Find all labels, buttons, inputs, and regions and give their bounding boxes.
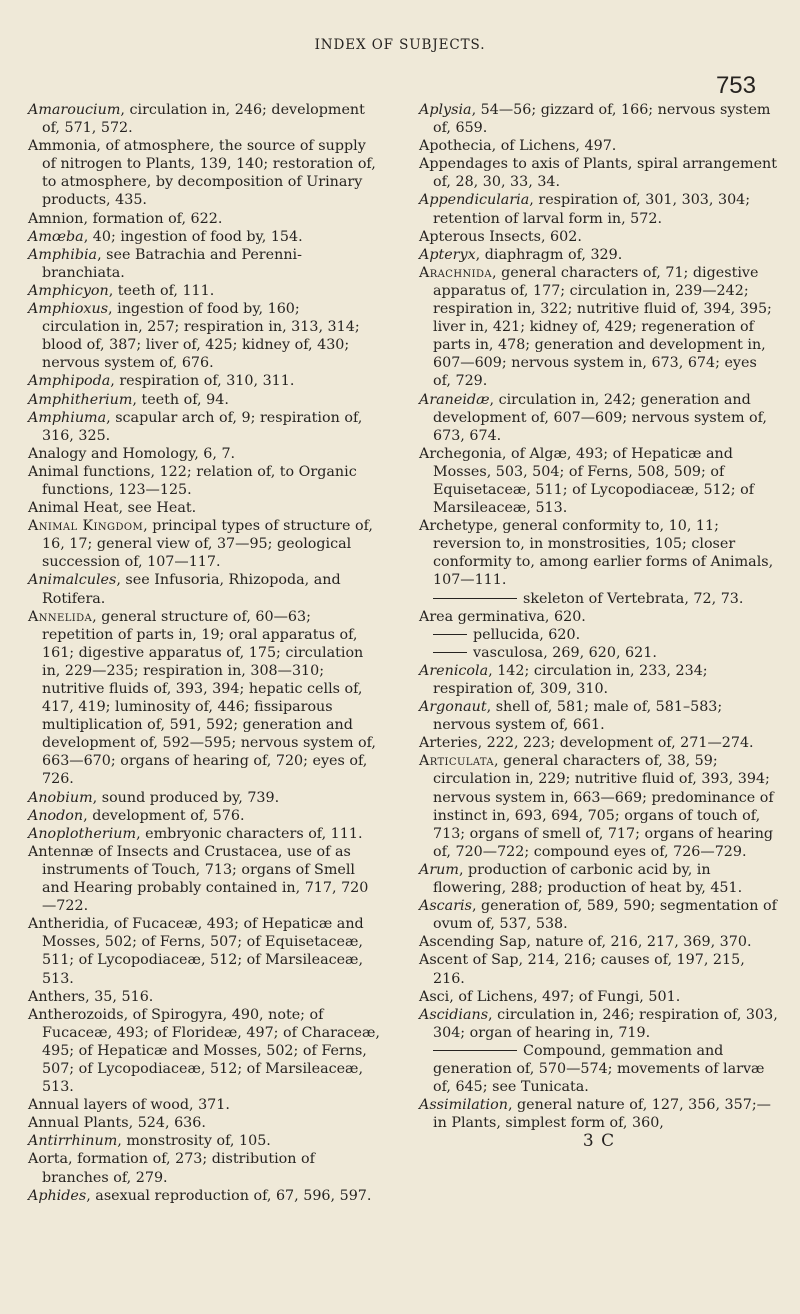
index-term: Aorta (28, 1151, 69, 1168)
index-term: Ascidians (419, 1006, 489, 1023)
index-term: Animalcules (28, 572, 117, 589)
index-term: Ascending Sap (419, 934, 527, 951)
index-term: Amphibia (28, 246, 98, 263)
index-references: of wood, 371. (127, 1097, 230, 1114)
index-entry (28, 1132, 380, 1150)
index-references: vasculosa, 269, 620, 621. (473, 644, 657, 661)
index-references: , ingestion of food by, 160; circulation in, 257; respiration in, 313, 314; blood of, 387; liver of, 425; kidney of, 430; nervous system of, 676. (42, 301, 360, 372)
index-entry (28, 1114, 380, 1132)
index-references: pellucida, 620. (473, 626, 581, 643)
running-header: INDEX OF SUBJECTS. (314, 37, 486, 53)
index-term: Amphitherium (28, 391, 133, 408)
index-term: Apteryx (419, 246, 476, 263)
index-entry (419, 644, 779, 662)
index-entry (28, 608, 380, 789)
index-entry (419, 1006, 779, 1042)
index-entry (28, 445, 380, 463)
index-entry (419, 264, 779, 391)
index-references: , nature of, 216, 217, 369, 370. (526, 934, 752, 951)
index-references: , 620. (544, 608, 586, 625)
index-term: Aphides (28, 1187, 87, 1204)
index-references: , production of carbonic acid by, in flowering, 288; production of heat by, 451. (433, 861, 743, 897)
index-references: , see Batrachia and Perenni-branchiata. (42, 246, 302, 281)
index-term: Amphioxus (28, 301, 109, 318)
index-entry (28, 789, 380, 807)
index-term: Arenicola (419, 662, 489, 679)
index-term: Appendicularia (419, 192, 530, 209)
index-entry (419, 191, 779, 227)
index-term: Animal Heat (28, 500, 119, 517)
index-term: Archetype (419, 518, 494, 535)
index-term: Antirrhinum (28, 1133, 118, 1150)
index-entry (419, 698, 779, 734)
index-references: , general characters of, 71; digestive apparatus of, 177; circulation in, 239—242; respiration in, 322; nutritive fluid of, 394, 395; liver in, 421; kidney of, 429; regeneration of parts in, 478; generation and development in, 607—609; nervous system in, 673, 674; eyes of, 729. (433, 264, 772, 390)
index-entry (28, 101, 380, 137)
index-entry (28, 825, 380, 843)
index-entry (28, 391, 380, 409)
index-references: , generation of, 589, 590; segmentation of ovum of, 537, 538. (433, 898, 777, 933)
index-references: , embryonic characters of, 111. (136, 825, 363, 842)
index-term: Arum (419, 861, 459, 878)
index-entry (28, 1096, 380, 1114)
index-term: Assimilation (419, 1097, 508, 1114)
index-term: Amphipoda (28, 373, 111, 390)
index-references: , 214, 216; causes of, 197, 215, 216. (433, 952, 745, 987)
index-references: , formation of, 273; distribution of branches of, 279. (42, 1151, 315, 1186)
index-references: , 6, 7. (194, 445, 236, 462)
index-references: , circulation in, 242; generation and development of, 607—609; nervous system of, 673, 674. (433, 391, 767, 444)
index-references: , teeth of, 111. (108, 282, 215, 299)
index-references: , scapular arch of, 9; respiration of, 316, 325. (42, 409, 363, 444)
index-entry (419, 391, 779, 445)
index-term: Arteries (419, 735, 478, 752)
index-references: , see Infusoria, Rhizopoda, and Rotifera. (42, 572, 341, 607)
index-term: Archegonia (419, 445, 502, 462)
index-references: , asexual reproduction of, 67, 596, 597. (86, 1187, 372, 1204)
index-references: , general nature of, 127, 356, 357;—in Plants, simplest form of, 360, (433, 1097, 771, 1132)
index-entry (28, 1150, 380, 1186)
index-entry (419, 734, 779, 752)
index-term: Apterous Insects (419, 228, 541, 245)
index-references: , of Spirogyra, 490, note; of Fucaceæ, 493; of Florideæ, 497; of Characeæ, 495; of Hepaticæ and Mosses, 502; of Ferns, 507; of Lycopodiaceæ, 512; of Marsileaceæ, 513. (42, 1006, 380, 1096)
index-references: , sound produced by, 739. (92, 789, 280, 806)
ditto-dash (433, 598, 517, 599)
index-term: Animal Kingdom (28, 518, 144, 535)
index-entry (28, 843, 380, 915)
index-references: , teeth of, 94. (132, 391, 229, 408)
index-entry (419, 445, 779, 517)
index-term: Amœba (28, 228, 84, 245)
index-entry (419, 933, 779, 951)
index-entry (28, 499, 380, 517)
page-number: 753 (715, 72, 756, 99)
index-entry (28, 463, 380, 499)
index-references: , 35, 516. (85, 988, 154, 1005)
index-entry (28, 137, 380, 209)
index-entry (419, 228, 779, 246)
ditto-dash (433, 1050, 517, 1051)
index-term: Anthers (28, 988, 86, 1005)
index-term: Annual Plants (28, 1115, 129, 1132)
index-references: Compound, gemmation and generation of, 570—574; movements of larvæ of, 645; see Tunicata. (433, 1042, 765, 1096)
index-entry (28, 228, 380, 246)
index-term: Araneidæ (419, 391, 490, 408)
index-term: Analogy and Homology (28, 445, 195, 462)
index-term: Ascent of Sap (419, 952, 519, 969)
index-references: , development of, 576. (83, 807, 245, 824)
index-term: Antherozoids (28, 1006, 124, 1023)
index-entry (419, 246, 779, 264)
index-term: Asci (419, 988, 450, 1005)
ditto-dash (433, 634, 467, 635)
index-entry (419, 861, 779, 897)
index-references: , shell of, 581; male of, 581–583; nervous system of, 661. (433, 699, 723, 734)
index-references: , formation of, 622. (83, 210, 223, 227)
index-entry (419, 1042, 779, 1096)
index-references: , general conformity to, 10, 11; reversion to, in monstrosities, 105; closer conformity to, among earlier forms of Animals, 107—111. (433, 518, 774, 589)
index-entry (419, 752, 779, 861)
index-term: Argonaut (419, 699, 487, 716)
index-references: , circulation in, 246; development of, 571, 572. (42, 102, 365, 137)
index-entry (28, 246, 380, 282)
index-references: , of Fucaceæ, 493; of Hepaticæ and Mosses, 502; of Ferns, 507; of Equisetaceæ, 511; of Lycopodiaceæ, 512; of Marsileaceæ, 513. (42, 916, 364, 987)
index-term: Amaroucium (28, 102, 121, 118)
index-entry (28, 1187, 380, 1205)
index-entry (28, 915, 380, 987)
index-references: , of Lichens, 497; of Fungi, 501. (449, 988, 681, 1005)
index-entry (419, 517, 779, 589)
index-references: , monstrosity of, 105. (117, 1133, 271, 1150)
index-entry (419, 608, 779, 626)
index-term: Antheridia (28, 916, 105, 933)
index-references: , of Lichens, 497. (491, 138, 617, 155)
index-references: , 122; relation of, to Organic functions, 123—125. (42, 463, 357, 498)
index-term: Amnion (28, 210, 84, 227)
index-term: Apothecia (419, 138, 492, 155)
index-term: Annual layers (28, 1097, 128, 1114)
index-references: , 54—56; gizzard of, 166; nervous system of, 659. (433, 102, 771, 137)
index-entry (419, 626, 779, 644)
index-term: Antennæ (28, 843, 94, 860)
index-term: Arachnida (419, 264, 492, 281)
index-term: Anodon (28, 807, 84, 824)
index-entry (28, 807, 380, 825)
index-entry (419, 951, 779, 987)
index-term: Appendages (419, 156, 508, 173)
ditto-dash (433, 652, 467, 653)
index-term: Aplysia (419, 102, 472, 118)
index-entry (28, 517, 380, 571)
index-entry (419, 137, 779, 155)
index-entry (419, 590, 779, 608)
index-references: , 222, 223; development of, 271—274. (477, 735, 754, 752)
index-entry (28, 300, 380, 372)
index-entry (28, 372, 380, 390)
index-term: Anobium (28, 789, 93, 806)
index-references: , respiration of, 310, 311. (110, 373, 295, 390)
index-term: Amphiuma (28, 409, 107, 426)
index-entry (419, 662, 779, 698)
index-entry (28, 210, 380, 228)
index-entry (419, 988, 779, 1006)
index-references: , see Heat. (118, 500, 197, 517)
index-references: , principal types of structure of, 16, 17; general view of, 37—95; geological succession of, 107—117. (42, 518, 373, 571)
index-references: , of atmosphere, the source of supply of nitrogen to Plants, 139, 140; restoration of, to atmosphere, by decomposition of Urinary products, 435. (42, 138, 376, 209)
index-entry (28, 282, 380, 300)
index-references: to axis of Plants, spiral arrangement of, 28, 30, 33, 34. (433, 156, 778, 191)
index-term: Articulata (419, 753, 495, 770)
index-entry (419, 897, 779, 933)
index-term: Amphicyon (28, 282, 109, 299)
index-term: Ascaris (419, 898, 472, 915)
index-references: , respiration of, 301, 303, 304; retention of larval form in, 572. (433, 192, 751, 227)
index-term: Animal functions (28, 463, 151, 480)
index-entry (419, 101, 779, 137)
index-term: Anoplotherium (28, 825, 137, 842)
index-entry (419, 1096, 779, 1132)
index-references: , 602. (540, 228, 582, 245)
index-column-right (419, 101, 779, 1150)
index-term: Ammonia (28, 138, 97, 155)
index-references: , circulation in, 246; respiration of, 303, 304; organ of hearing in, 719. (433, 1006, 778, 1041)
index-references: , 524, 636. (128, 1115, 206, 1132)
index-references: , 142; circulation in, 233, 234; respiration of, 309, 310. (433, 662, 708, 697)
index-references: , diaphragm of, 329. (475, 246, 623, 263)
index-term: Area germinativa (419, 608, 545, 625)
index-references: , 40; ingestion of food by, 154. (83, 228, 303, 245)
index-entry (419, 155, 779, 191)
index-references: , general structure of, 60—63; repetition of parts in, 19; oral apparatus of, 161; digestive apparatus of, 175; circulation in, 229—235; respiration in, 308—310; nutritive fluids of, 393, 394; hepatic cells of, 417, 419; luminosity of, 446; fissiparous multiplication of, 591, 592; generation and development of, 592—595; nervous system of, 663—670; organs of hearing of, 720; eyes of, 726. (42, 608, 376, 788)
index-column-left (28, 101, 380, 1205)
index-term: Annelida (28, 608, 93, 625)
index-entry (28, 1006, 380, 1096)
index-entry (28, 409, 380, 445)
index-entry (28, 988, 380, 1006)
index-references: , general characters of, 38, 59; circulation in, 229; nutritive fluid of, 393, 394; nervous system in, 663—669; predominance of instinct in, 693, 694, 705; organs of touch of, 713; organs of smell of, 717; organs of hearing of, 720—722; compound eyes of, 726—729. (433, 753, 774, 860)
index-references: of Insects and Crustacea, use of as instruments of Touch, 713; organs of Smell and Hearing probably contained in, 717, 720—722. (42, 843, 369, 915)
index-references: , of Algæ, 493; of Hepaticæ and Mosses, 503, 504; of Ferns, 508, 509; of Equisetaceæ, 511; of Lycopodiaceæ, 512; of Marsileaceæ, 513. (433, 445, 755, 517)
signature-mark: 3 C (582, 1131, 616, 1152)
index-references: skeleton of Vertebrata, 72, 73. (523, 590, 744, 607)
index-entry (28, 571, 380, 607)
